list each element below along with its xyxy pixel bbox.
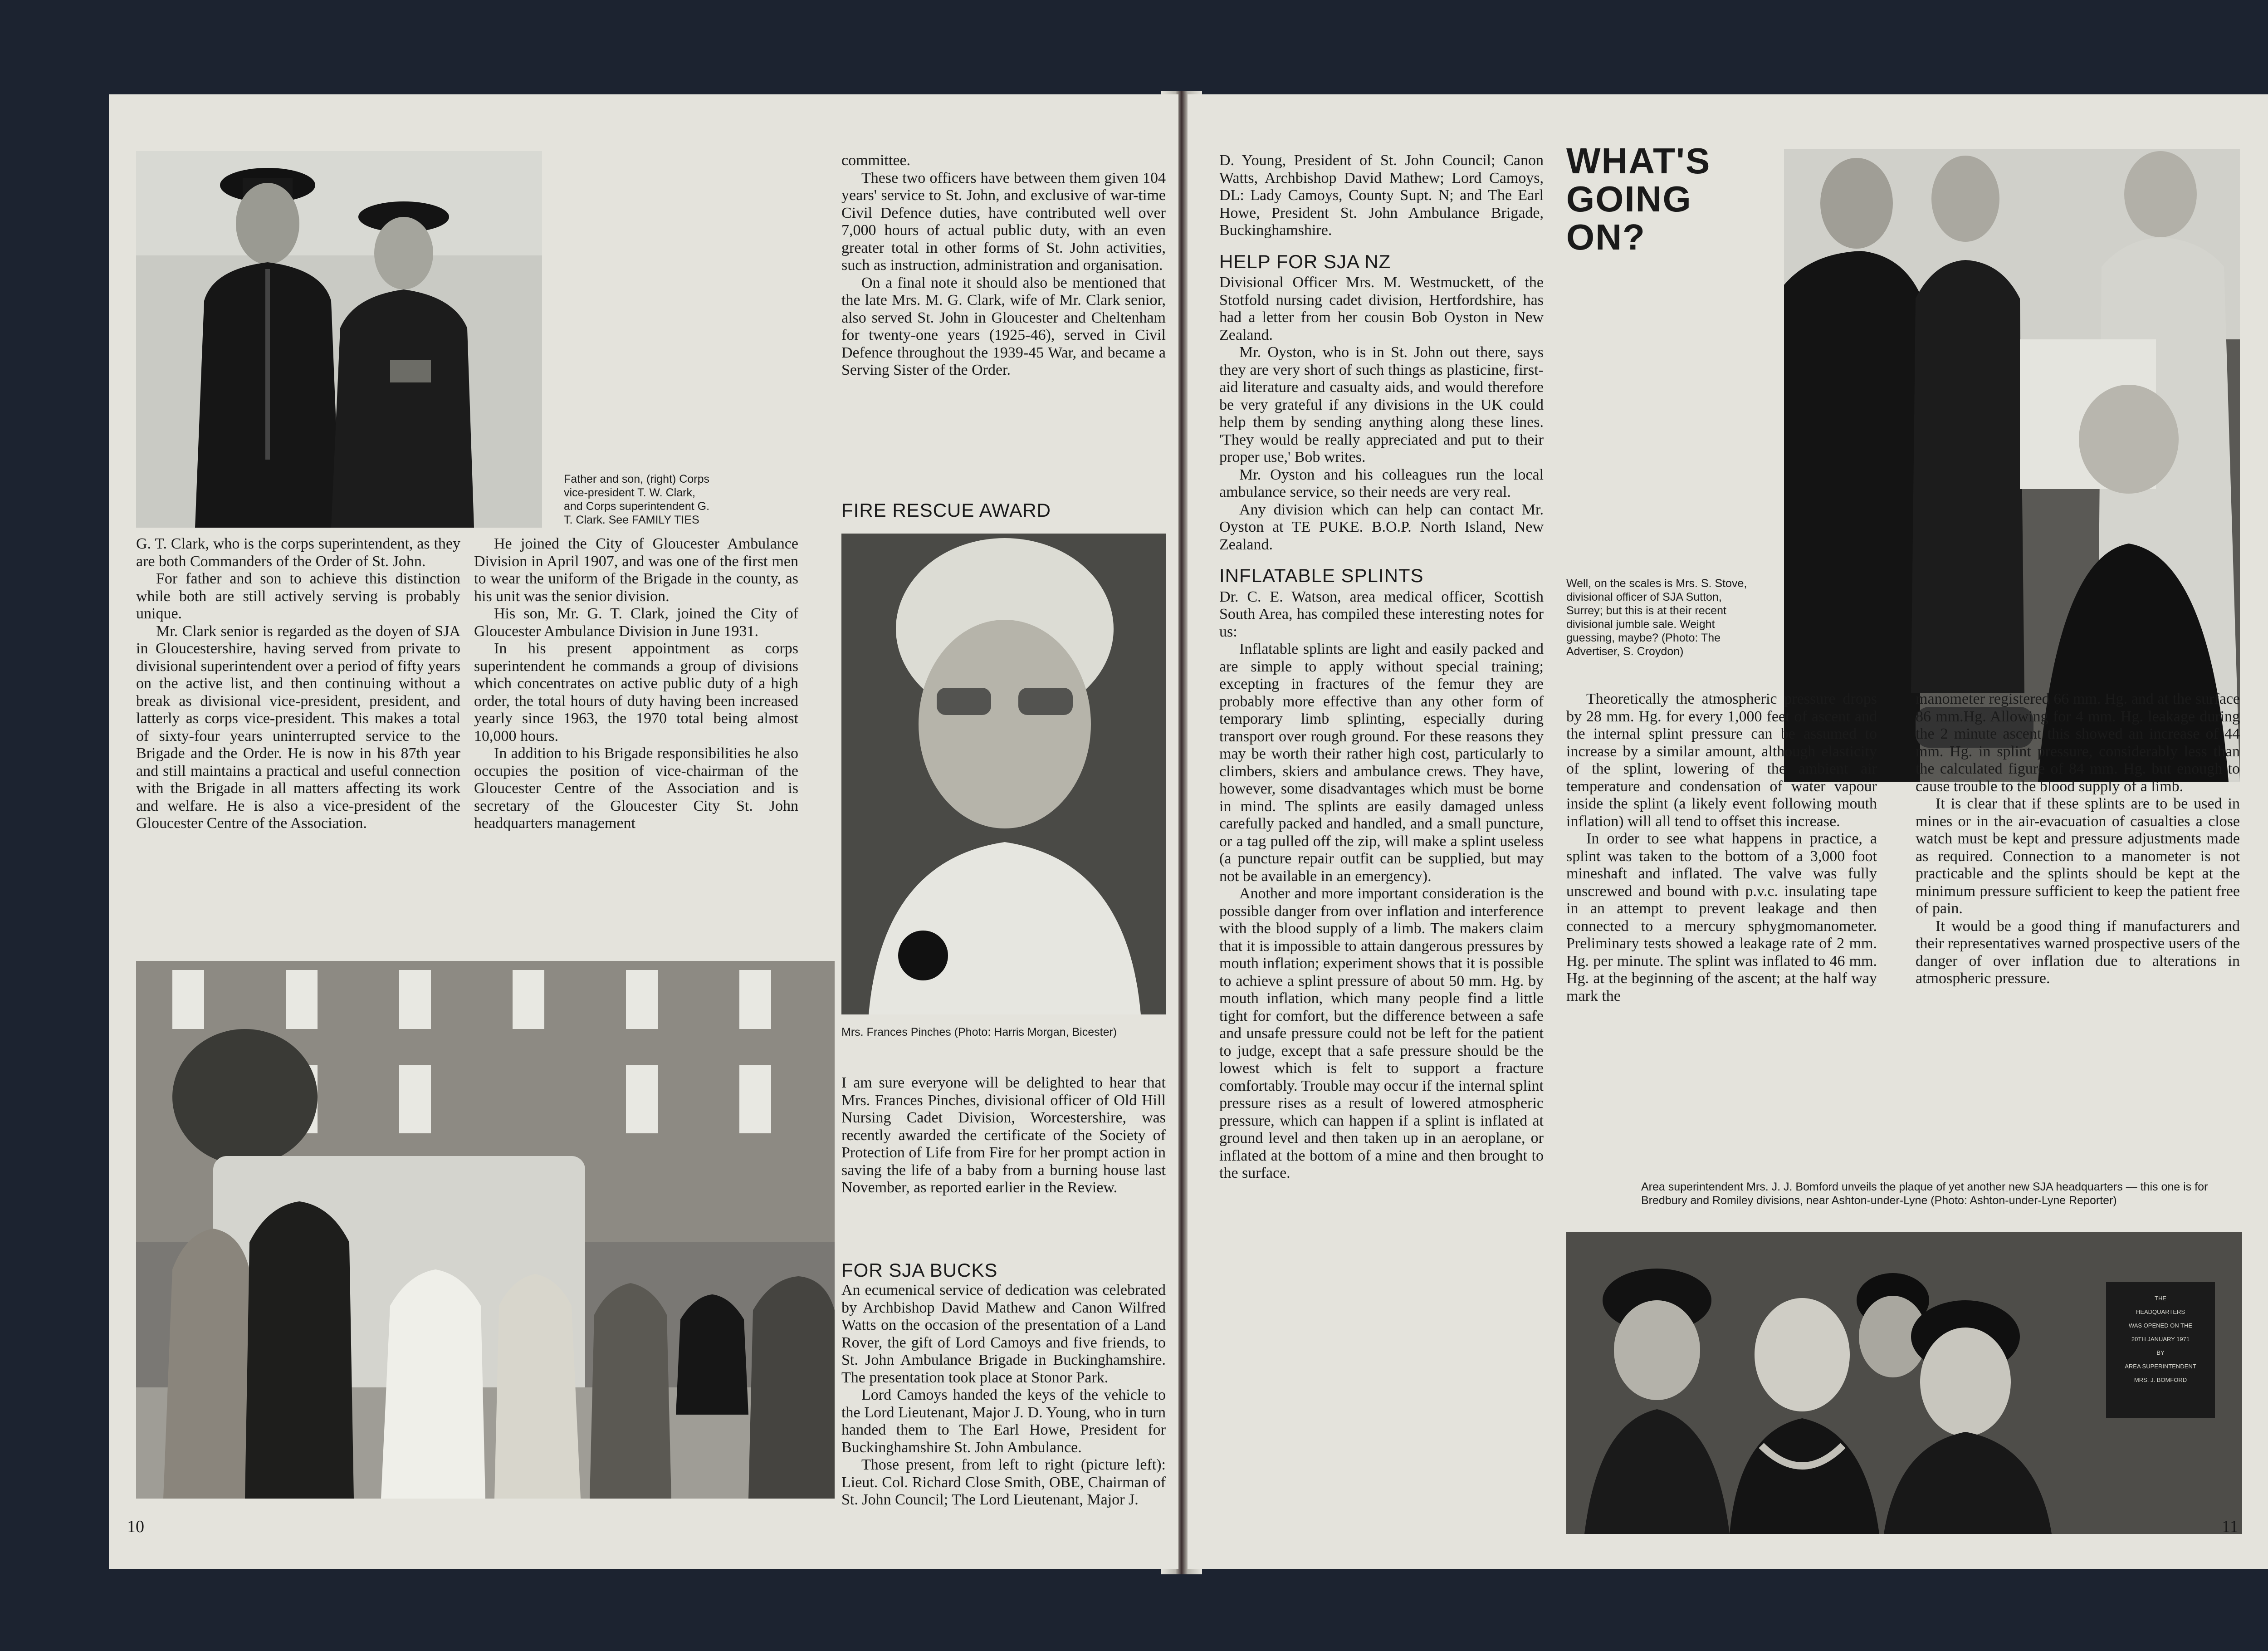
left-column-3 xyxy=(841,152,1166,379)
splints-para: It is clear that if these splints are to be used in mines or in the air-evacuation of casualties a close watch must be kept and pressure adjustments made as required. Connection to a manometer is not practicable and the splints should be kept at the minimum pressure sufficient to keep the patient free of pain. xyxy=(1916,795,2240,917)
plaque-line: MRS. J. BOMFORD xyxy=(2134,1377,2187,1383)
father-son-photo xyxy=(136,151,542,528)
fire-rescue-heading: FIRE RESCUE AWARD xyxy=(841,500,1051,521)
father-son-caption: Father and son, (right) Corps vice-president T. W. Clark, and Corps superintendent G. T. Clark. See FAMILY TIES xyxy=(564,473,710,526)
plaque-line: 20TH JANUARY 1971 xyxy=(2131,1336,2190,1342)
family-ties-para: For father and son to achieve this distinction while both are still actively serving is probably unique. xyxy=(136,570,460,622)
help-nz-para: Mr. Oyston and his colleagues run the local ambulance service, so their needs are very real. xyxy=(1219,466,1544,500)
sja-bucks-para: Lord Camoys handed the keys of the vehicle to the Lord Lieutenant, Major J. D. Young, who in turn handed them to The Earl Howe, President for Buckinghamshire St. John Ambulance. xyxy=(841,1386,1166,1456)
help-nz-para: Mr. Oyston, who is in St. John out there, says they are very short of such things as plasticine, first-aid literature and casualty aids, and would therefore be very grateful if any divisions in the UK could help them by sending anything along these lines. 'They would be really appreciated and put to their proper use,' Bob writes. xyxy=(1219,344,1544,465)
left-column-1 xyxy=(136,535,460,833)
fire-rescue-text xyxy=(841,1074,1166,1197)
splints-heading: INFLATABLE SPLINTS xyxy=(1219,565,1424,586)
right-page xyxy=(1188,94,2268,1569)
plaque-unveiling-photo xyxy=(1566,1232,2242,1534)
fire-rescue-para: I am sure everyone will be delighted to hear that Mrs. Frances Pinches, divisional officer of Old Hill Nursing Cadet Division, Worcestershire, was recently awarded the certificate of the Society of Protection of Life from Fire for her prompt action in saving the life of a baby from a burning house last November, as reported earlier in the Review. xyxy=(841,1074,1166,1196)
title-line: ON? xyxy=(1566,217,1646,257)
splints-para: Inflatable splints are light and easily packed and are simple to apply without special training; excepting in fractures of the femur they are probably more effective than any other form of temporary limb splinting, especially during transport over rough ground. For these reasons they may be worth their rather high cost, particularly to climbers, skiers and ambulance crews. They have, however, some disadvantages which must be borne in mind. The splints are easily damaged unless carefully packed and handled, and a small puncture, or a tag pulled off the zip, will make a splint useless (a puncture repair outfit can be supplied, but may not be available in an emergency). xyxy=(1219,641,1544,885)
splints-para: Theoretically the atmospheric pressure drops by 28 mm. Hg. for every 1,000 feet of ascent and the internal splint pressure can be assumed to increase by a similar amount, although elasticity of the splint, lowering of the ambient air temperature and condensation of water vapour inside the splint (a likely event following mouth inflation) will all tend to offset this increase. xyxy=(1566,691,1877,830)
plaque-line: AREA SUPERINTENDENT xyxy=(2125,1363,2196,1370)
family-ties-para: G. T. Clark, who is the corps superintendent, as they are both Commanders of the Order of St. John. xyxy=(136,535,460,570)
splints-para: Dr. C. E. Watson, area medical officer, Scottish South Area, has compiled these interesting notes for us: xyxy=(1219,588,1544,640)
splints-para: Another and more important consideration is the possible danger from over inflation and interference with the blood supply of a limb. The makers claim that it is impossible to attain dangerous pressures by mouth inflation; experiment shows that it is possible to achieve a splint pressure of about 50 mm. Hg. by mouth inflation, which many people find a little tight for comfort, but the difference between a safe and unsafe pressure could not be left for the patient to judge, except that a safe pressure should be the lowest which is felt to support a fracture comfortably. Trouble may occur if the internal splint pressure rises as a result of lowered atmospheric pressure, which can happen if a splint is inflated at ground level and then taken up in an aeroplane, or inflated at the bottom of a mine and then brought to the surface. xyxy=(1219,885,1544,1181)
page-number-left: 10 xyxy=(127,1517,144,1536)
sja-bucks-heading: FOR SJA BUCKS xyxy=(841,1259,998,1281)
left-page xyxy=(109,94,1178,1569)
splints-para: In order to see what happens in practice, a splint was taken to the bottom of a 3,000 foot mineshaft and inflated. The valve was fully unscrewed and bound with p.v.c. insulating tape in an attempt to prevent leakage and then connected to a mercury sphygmomanometer. Preliminary tests showed a leakage rate of 2 mm. Hg. per minute. The splint was inflated to 46 mm. Hg. at the beginning of the ascent; at the half way mark the xyxy=(1566,830,1877,1004)
plaque-caption: Area superintendent Mrs. J. J. Bomford unveils the plaque of yet another new SJA headquarters — this one is for Bredbury and Romiley divisions, near Ashton-under-Lyne (Photo: Ashton-under-Lyne Reporter) xyxy=(1641,1181,2208,1207)
group-photo xyxy=(136,961,835,1499)
help-nz-para: Divisional Officer Mrs. M. Westmuckett, of the Stotfold nursing cadet division, Hertfordshire, has had a letter from her cousin Bob Oyston in New Zealand. xyxy=(1219,274,1544,343)
plaque-line: WAS OPENED ON THE xyxy=(2128,1322,2193,1329)
right-column-3 xyxy=(1916,691,2240,988)
splints-para: manometer registered 66 mm. Hg. and at the surface 86 mm.Hg. Allowing for 4 mm. Hg. leakage during the 2 minute ascent this showed an increase of 44 mm. Hg. in splint pressure, considerably less than the calculated figure of 84 mm. Hg. but enough to cause trouble to the blood supply of a limb. xyxy=(1916,691,2240,795)
splints-para: It would be a good thing if manufacturers and their representatives warned prospective users of the danger of over inflation due to alterations in atmospheric pressure. xyxy=(1916,917,2240,987)
sja-bucks-para: D. Young, President of St. John Council; Canon Watts, Archbishop David Mathew; Lord Camoys, DL: Lady Camoys, County Supt. N; and The Earl Howe, President St. John Ambulance Brigade, Buckinghamshire. xyxy=(1219,152,1544,239)
sja-bucks-para: An ecumenical service of dedication was celebrated by Archbishop David Mathew and Canon Wilfred Watts on the occasion of the presentation of a Land Rover, the gift of Lord Camoys and five friends, to St. John Ambulance Brigade in Buckinghamshire. The presentation took place at Stonor Park. xyxy=(841,1282,1166,1386)
jumble-sale-photo xyxy=(1784,149,2240,782)
sja-bucks-text xyxy=(841,1282,1166,1509)
family-ties-para: Mr. Clark senior is regarded as the doyen of SJA in Gloucestershire, having served from private to divisional superintendent over a period of fifty years on the active list, and then continuing without a break as divisional vice-president, president, and latterly as corps vice-president. This makes a total of sixty-four years uninterrupted service to the Brigade and the Order. He is now in his 87th year and still maintains a practical and useful connection with the Brigade in all matters affecting its work and welfare. He is also a vice-president of the Gloucester Centre of the Association. xyxy=(136,622,460,832)
portrait-photo xyxy=(841,534,1166,1014)
plaque-line: THE xyxy=(2155,1295,2166,1302)
plaque-line: HEADQUARTERS xyxy=(2136,1308,2185,1315)
sja-bucks-para: Those present, from left to right (picture left): Lieut. Col. Richard Close Smith, OBE, Chairman of St. John Council; The Lord Lieutenant, Major J. xyxy=(841,1456,1166,1508)
help-nz-heading: HELP FOR SJA NZ xyxy=(1219,250,1391,272)
page-number-right: 11 xyxy=(2222,1517,2239,1536)
family-ties-para: In his present appointment as corps superintendent he commands a group of divisions which concentrates on active public duty of a high order, the total hours of duty having been increased yearly since 1963, the 1970 total being almost 10,000 hours. xyxy=(474,640,798,745)
right-column-2 xyxy=(1566,691,1877,1005)
family-ties-para: His son, Mr. G. T. Clark, joined the City of Gloucester Ambulance Division in June 1931. xyxy=(474,605,798,640)
plaque-line: BY xyxy=(2156,1349,2165,1356)
left-column-2 xyxy=(474,535,798,833)
help-nz-para: Any division which can help can contact Mr. Oyston at TE PUKE. B.O.P. North Island, New Zealand. xyxy=(1219,501,1544,553)
right-column-1 xyxy=(1219,152,1544,1182)
family-ties-para: On a final note it should also be mentioned that the late Mrs. M. G. Clark, wife of Mr. Clark senior, also served St. John in Gloucester and Cheltenham for twenty-one years (1925-46), served in Civil Defence throughout the 1939-45 War, and became a Serving Sister of the Order. xyxy=(841,274,1166,378)
jumble-sale-caption: Well, on the scales is Mrs. S. Stove, divisional officer of SJA Sutton, Surrey; but this is at their recent divisional jumble sale. Weight guessing, maybe? (Photo: The Advertiser, S. Croydon) xyxy=(1566,577,1747,658)
title-line: GOING xyxy=(1566,179,1692,219)
portrait-caption: Mrs. Frances Pinches (Photo: Harris Morgan, Bicester) xyxy=(841,1026,1117,1039)
family-ties-para: He joined the City of Gloucester Ambulance Division in April 1907, and was one of the first men to wear the uniform of the Brigade in the county, as his unit was the senior division. xyxy=(474,535,798,605)
family-ties-para: These two officers have between them given 104 years' service to St. John, and exclusive of war-time Civil Defence duties, have contributed well over 7,000 hours of actual public duty, with an even greater total in other forms of St. John activities, such as instruction, administration and organisation. xyxy=(841,169,1166,274)
whats-going-on-title xyxy=(1566,142,1711,256)
family-ties-para: committee. xyxy=(841,152,911,169)
title-line: WHAT'S xyxy=(1566,141,1711,181)
family-ties-para: In addition to his Brigade responsibilities he also occupies the position of vice-chairman of the Gloucester Centre of the Association and is secretary of the Gloucester City St. John headquarters management xyxy=(474,745,798,832)
